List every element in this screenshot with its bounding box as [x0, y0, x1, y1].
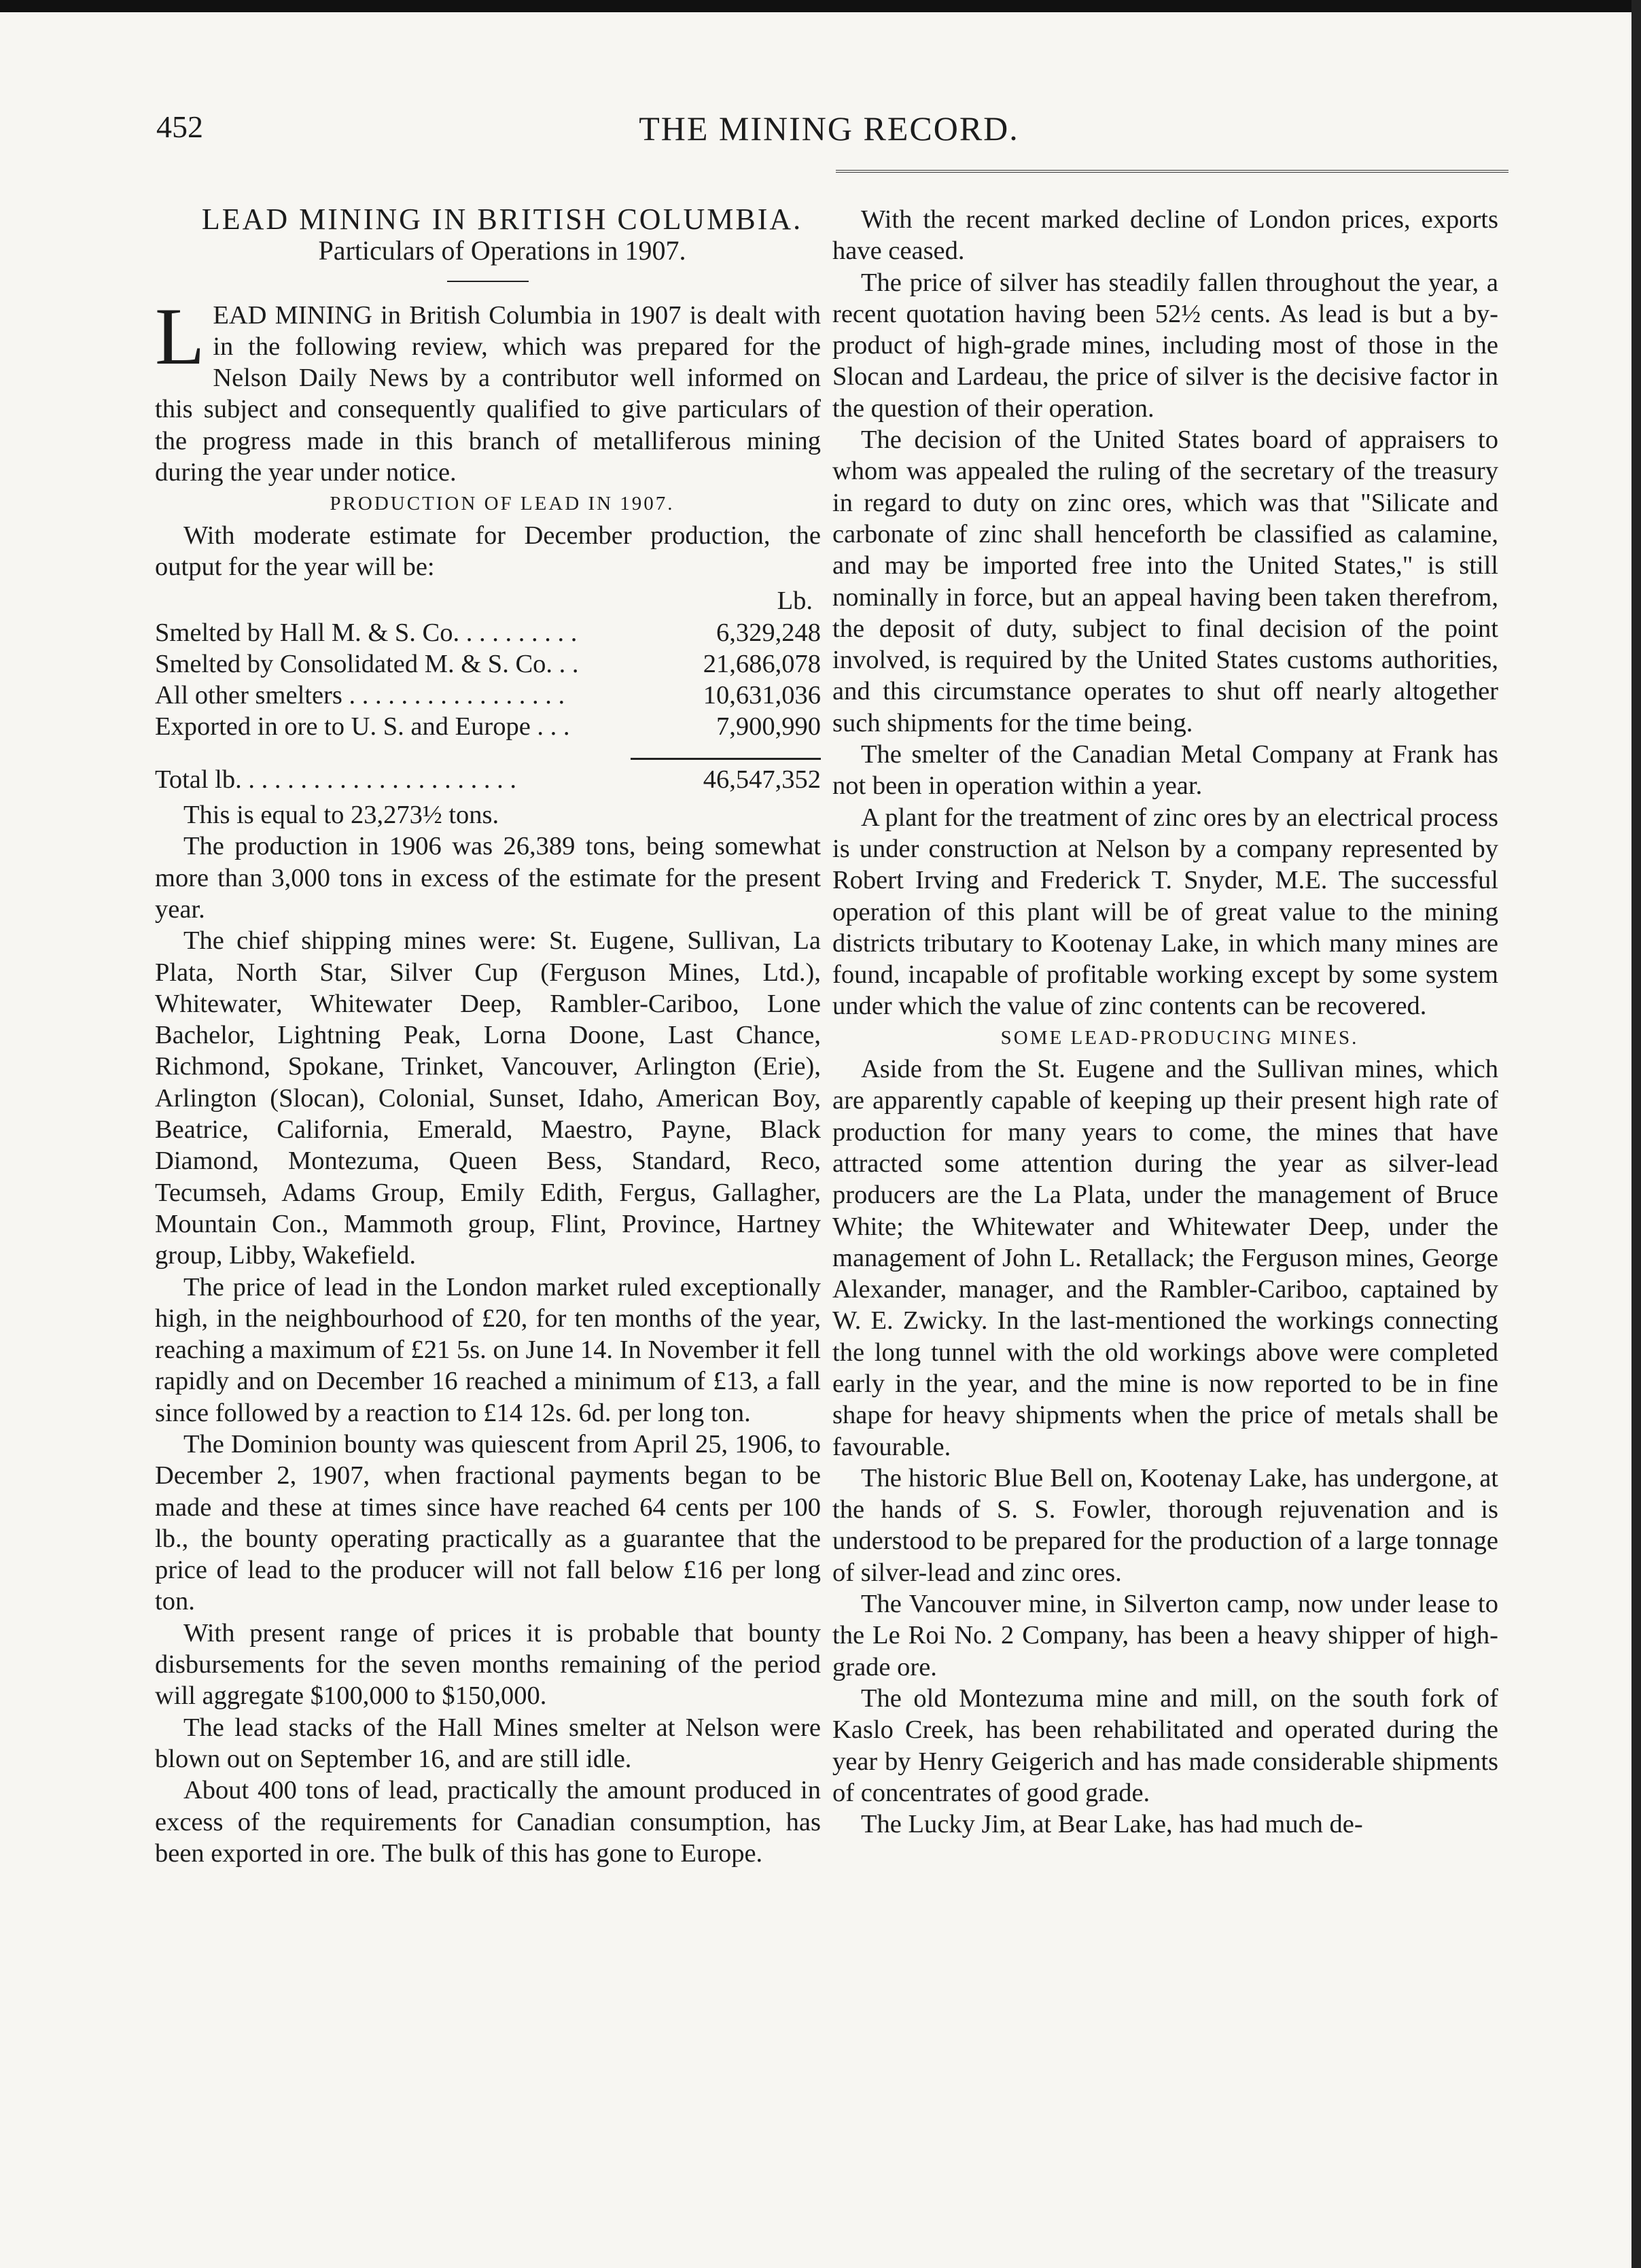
paragraph-lead-stacks: The lead stacks of the Hall Mines smelter at Nelson were blown out on September 16, and are still idle.: [155, 1713, 821, 1773]
row-value: 7,900,990: [716, 712, 821, 742]
section-heading-production: PRODUCTION OF LEAD IN 1907.: [330, 493, 675, 515]
paragraph-smelter-frank: The smelter of the Canadian Metal Company at Frank has not been in operation within a year.: [832, 740, 1498, 801]
row-label: Exported in ore to U. S. and Europe . . .: [155, 712, 570, 742]
row-value: 21,686,078: [703, 649, 821, 678]
paragraph-production-1906: The production in 1906 was 26,389 tons, being somewhat more than 3,000 tons in excess of the estimate for the present year.: [155, 832, 821, 924]
paragraph-400-tons: About 400 tons of lead, practically the amount produced in excess of the requirements for Canadian consumption, has been exported in ore. The bulk of this has gone to Europe.: [155, 1776, 821, 1868]
intro-text: EAD MINING in British Columbia in 1907 is dealt with in the following review, which was prepared for the Nelson Daily News by a contributor well informed on this subject and consequently qualified to give particulars of the progress made in this branch of metalliferous mining during the year under notice.: [155, 300, 821, 487]
production-table: [155, 585, 821, 795]
page-edge: [1631, 0, 1641, 2268]
sum-rule: [631, 758, 821, 760]
table-unit: Lb.: [777, 587, 813, 616]
paragraph-shipping-mines: The chief shipping mines were: St. Eugene, Sullivan, La Plata, North Star, Silver Cup (Ferguson Mines, Ltd.), Whitewater, Whitewater Deep, Rambler-Cariboo, Lone Bachelor, Lightning Peak, Lorna Doone, Last Chance, Richmond, Spokane, Trinket, Vancouver, Arlington (Erie), Arlington (Slocan), Colonial, Sunset, Idaho, American Boy, Beatrice, California, Emerald, Maestro, Payne, Black Diamond, Montezuma, Queen Bess, Standard, Reco, Tecumseh, Adams Group, Emily Edith, Fergus, Gallagher, Mountain Con., Mammoth group, Flint, Province, Hartney group, Libby, Wakefield.: [155, 926, 821, 1270]
intro-paragraph: [155, 290, 821, 489]
table-total-row: [155, 764, 821, 795]
paragraph-zinc-plant: A plant for the treatment of zinc ores by an electrical process is under construction at Nelson by a company represented by Robert Irving and Frederick T. Snyder, M.E. The successful operation of this plant will be of great value to the mining districts tributary to Kootenay Lake, in which many mines are found, incapable of profitable working except by some system under which the value of zinc contents can be recovered.: [832, 803, 1498, 1021]
paragraph-bounty: The Dominion bounty was quiescent from April 25, 1906, to December 2, 1907, when fractional payments began to be made and these at times since have reached 64 cents per 100 lb., the bounty operating practically as a guarantee that the price of lead to the producer will not fall below £16 per long ton.: [155, 1429, 821, 1616]
total-label: Total lb. . . . . . . . . . . . . . . . . . . . . .: [155, 765, 517, 794]
paragraph-silver: The price of silver has steadily fallen throughout the year, a recent quotation having been 52½ cents. As lead is but a by-product of high-grade mines, including most of those in the Slocan and Lardeau, the price of silver is the decisive factor in the question of their operation.: [832, 268, 1498, 423]
paragraph-equal: This is equal to 23,273½ tons.: [183, 801, 499, 830]
paragraph-montezuma: The old Montezuma mine and mill, on the south fork of Kaslo Creek, has been rehabilitated and operated during the year by Henry Geigerich and has made considerable shipments of concentrates of good grade.: [832, 1683, 1498, 1807]
running-title: THE MINING RECORD.: [639, 109, 1019, 147]
article-subtitle: Particulars of Operations in 1907.: [318, 235, 686, 266]
page-header: [156, 109, 1502, 150]
page-number: 452: [156, 109, 203, 144]
paragraph-appraisers: The decision of the United States board of appraisers to whom was appealed the ruling of the secretary of the treasury in regard to duty on zinc ores, which was that "Silicate and carbonate of zinc shall henceforth be classified as calamine, and may be imported free into the United States," is still nominally in force, but an appeal having been taken therefrom, the deposit of duty, subject to final decision of the point involved, is required by the United States customs authorities, and this circumstance operates to shut off nearly altogether such shipments for the time being.: [832, 425, 1498, 737]
row-value: 10,631,036: [703, 681, 821, 710]
paragraph-london-price: The price of lead in the London market ruled exceptionally high, in the neighbourhood of £20, for ten months of the year, reaching a maximum of £21 5s. on June 14. In November it fell rapidly and on December 16 reached a minimum of £13, a fall since followed by a reaction to £14 12s. 6d. per long ton.: [155, 1272, 821, 1427]
total-value: 46,547,352: [703, 765, 821, 794]
paragraph-exports: With the recent marked decline of London prices, exports have ceased.: [832, 205, 1498, 266]
left-column: [155, 204, 821, 2229]
title-rule: [447, 281, 529, 282]
drop-cap: L: [155, 290, 205, 381]
header-rule: [836, 170, 1508, 173]
paragraph-estimate: With moderate estimate for December production, the output for the year will be:: [155, 521, 821, 581]
paragraph-blue-bell: The historic Blue Bell on, Kootenay Lake, has undergone, at the hands of S. S. Fowler, thorough rejuvenation and is understood to be prepared for the production of a large tonnage of silver-lead and zinc ores.: [832, 1463, 1498, 1587]
table-row: [155, 648, 821, 680]
table-row: [155, 617, 821, 648]
paragraph-aside: Aside from the St. Eugene and the Sullivan mines, which are apparently capable of keeping up their present high rate of production for many years to come, the mines that have attracted some attention during the year as silver-lead producers are the La Plata, under the management of Bruce White; the Whitewater and Whitewater Deep, under the management of John L. Retallack; the Ferguson mines, George Alexander, manager, and the Rambler-Cariboo, captained by W. E. Zwicky. In the last-mentioned the workings connecting the long tunnel with the old workings above were completed early in the year, and the mine is now reported to be in fine shape for heavy shipments when the price of metals shall be favourable.: [832, 1055, 1498, 1461]
paragraph-price-range: With present range of prices it is probable that bounty disbursements for the seven months remaining of the period will aggregate $100,000 to $150,000.: [155, 1618, 821, 1711]
row-label: Smelted by Hall M. & S. Co. . . . . . . . . .: [155, 618, 578, 647]
paragraph-vancouver: The Vancouver mine, in Silverton camp, now under lease to the Le Roi No. 2 Company, has been a heavy shipper of high-grade ore.: [832, 1590, 1498, 1681]
paragraph-lucky-jim: The Lucky Jim, at Bear Lake, has had much de-: [861, 1810, 1363, 1839]
section-heading-mines: SOME LEAD-PRODUCING MINES.: [1000, 1026, 1359, 1049]
top-border: [0, 0, 1641, 12]
table-row: [155, 711, 821, 742]
row-value: 6,329,248: [716, 618, 821, 647]
right-column: [832, 204, 1498, 2229]
row-label: Smelted by Consolidated M. & S. Co. . .: [155, 649, 579, 678]
table-row: [155, 680, 821, 711]
article-title: LEAD MINING IN BRITISH COLUMBIA.: [201, 204, 803, 236]
row-label: All other smelters . . . . . . . . . . . . . . . . .: [155, 681, 565, 710]
